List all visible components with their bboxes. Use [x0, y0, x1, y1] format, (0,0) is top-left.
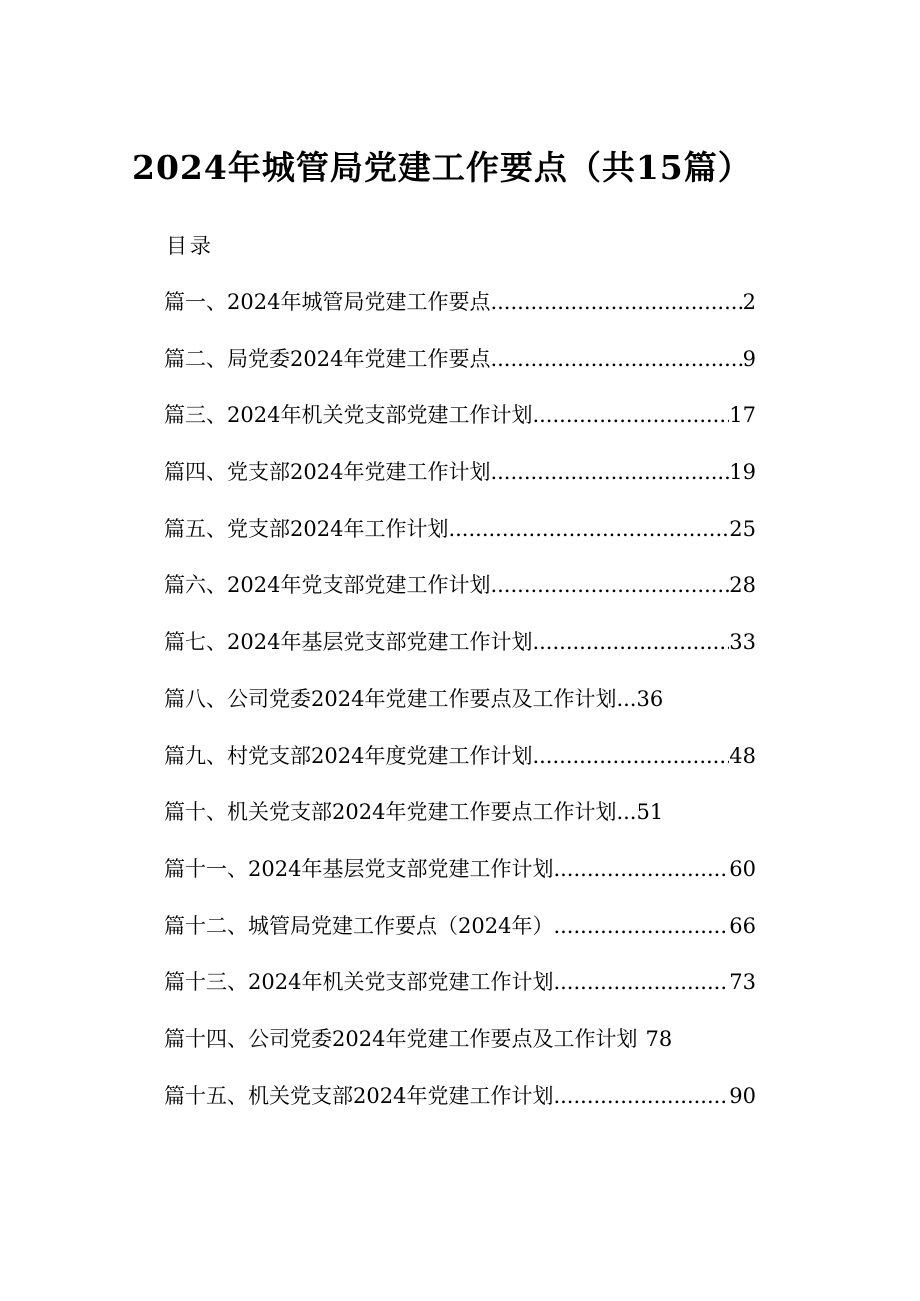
toc-entry-page-number: 17 — [729, 403, 756, 428]
toc-dot-leader — [490, 565, 729, 605]
toc-entry-page-number: 73 — [729, 970, 756, 995]
toc-dot-leader — [490, 339, 742, 379]
toc-dot-leader — [616, 792, 636, 832]
toc-entry-label: 篇十五、机关党支部2024年党建工作计划 — [164, 1083, 554, 1108]
toc-entry-label: 篇八、公司党委2024年党建工作要点及工作计划 — [164, 686, 617, 711]
toc-entry-label: 篇三、2024年机关党支部党建工作计划 — [164, 403, 533, 428]
toc-entry[interactable] — [164, 906, 756, 963]
toc-entry-label: 篇十三、2024年机关党支部党建工作计划 — [164, 970, 554, 995]
toc-entry-label: 篇十二、城管局党建工作要点（2024年） — [164, 913, 554, 938]
toc-entry[interactable] — [164, 792, 756, 849]
toc-dot-leader — [553, 962, 729, 1002]
toc-dot-leader — [616, 679, 636, 719]
toc-entry-page-number: 25 — [729, 516, 756, 541]
toc-entry-page-number: 60 — [729, 856, 756, 881]
toc-entry-label: 篇二、局党委2024年党建工作要点 — [164, 346, 491, 371]
toc-entry-page-number: 28 — [729, 573, 756, 598]
toc-entry-label: 篇四、党支部2024年党建工作计划 — [164, 460, 491, 485]
toc-entry[interactable] — [164, 282, 756, 339]
toc-entry-label: 篇七、2024年基层党支部党建工作计划 — [164, 630, 533, 655]
toc-dot-leader — [553, 849, 729, 889]
toc-entry[interactable] — [164, 565, 756, 622]
toc-entry-page-number: 2 — [742, 290, 756, 314]
toc-entry-label: 篇十、机关党支部2024年党建工作要点工作计划 — [164, 800, 617, 825]
toc-dot-leader — [448, 509, 729, 549]
toc-entry[interactable] — [164, 395, 756, 452]
toc-dot-leader — [532, 622, 729, 662]
toc-dot-leader — [532, 736, 729, 776]
toc-entry-page-number: 90 — [729, 1083, 756, 1108]
toc-entry-label: 篇九、村党支部2024年度党建工作计划 — [164, 743, 533, 768]
toc-entry-page-number: 66 — [729, 913, 756, 938]
toc-entry[interactable] — [164, 679, 756, 736]
toc-entry[interactable] — [164, 1019, 756, 1076]
toc-dot-leader — [532, 395, 729, 435]
toc-entry-label: 篇十四、公司党委2024年党建工作要点及工作计划 — [164, 1026, 638, 1051]
toc-entry-page-number: 19 — [729, 460, 756, 485]
toc-entry-page-number: 36 — [636, 686, 664, 711]
toc-entry[interactable] — [164, 452, 756, 509]
toc-dot-leader — [490, 452, 729, 492]
toc-entry[interactable] — [164, 622, 756, 679]
toc-entry-page-number: 48 — [729, 743, 756, 768]
toc-entry[interactable] — [164, 849, 756, 906]
toc-entry-label: 篇一、2024年城管局党建工作要点 — [164, 290, 491, 314]
toc-heading: 目录 — [166, 234, 214, 258]
table-of-contents — [164, 282, 756, 1132]
document-title: 2024年城管局党建工作要点（共15篇） — [132, 148, 752, 187]
toc-entry[interactable] — [164, 509, 756, 566]
toc-entry-page-number: 78 — [645, 1026, 673, 1051]
toc-entry[interactable] — [164, 962, 756, 1019]
toc-entry-page-number: 33 — [729, 630, 756, 655]
toc-dot-leader — [490, 282, 742, 322]
toc-entry-label: 篇十一、2024年基层党支部党建工作计划 — [164, 856, 554, 881]
toc-dot-leader — [553, 1076, 729, 1116]
toc-entry-page-number: 51 — [636, 800, 664, 825]
toc-entry[interactable] — [164, 339, 756, 396]
toc-entry-label: 篇六、2024年党支部党建工作计划 — [164, 573, 491, 598]
toc-entry-label: 篇五、党支部2024年工作计划 — [164, 516, 449, 541]
toc-entry[interactable] — [164, 736, 756, 793]
toc-entry[interactable] — [164, 1076, 756, 1133]
toc-entry-page-number: 9 — [742, 346, 756, 371]
toc-dot-leader — [553, 906, 729, 946]
